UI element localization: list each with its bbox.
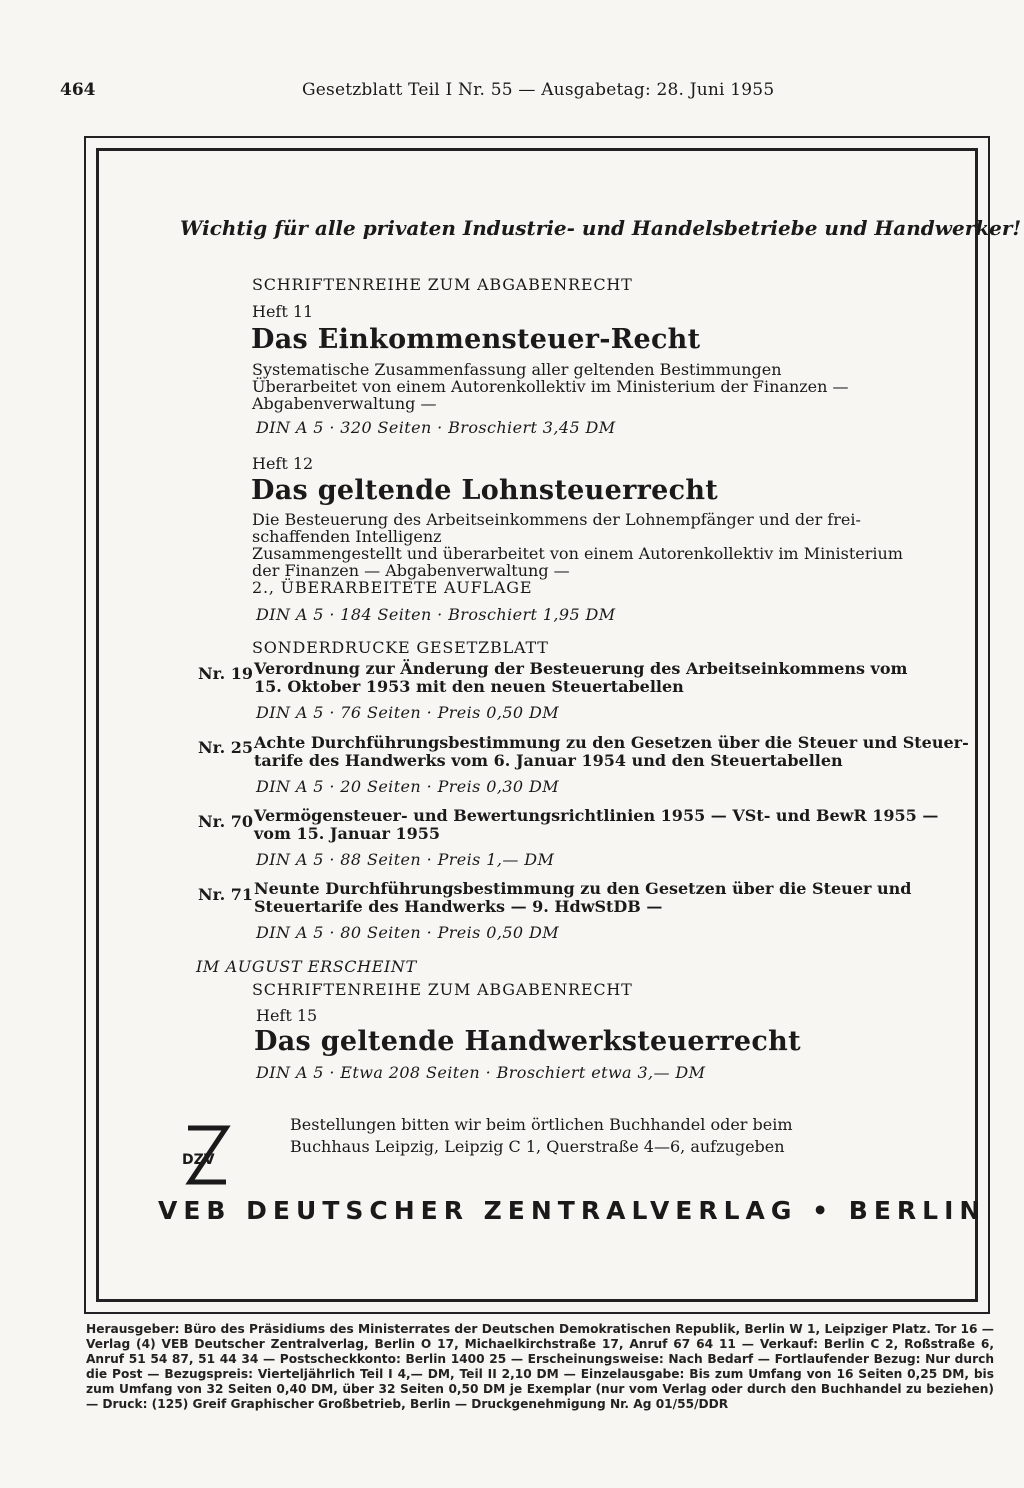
- issue-title-line: Steuertarife des Handwerks — 9. HdwStDB —: [254, 897, 663, 916]
- issue-title: [254, 734, 969, 770]
- issue-title-line: Neunte Durchführungsbestimmung zu den Gesetzen über die Steuer und: [254, 879, 912, 898]
- book-title: Das Einkommensteuer-Recht: [251, 324, 701, 355]
- desc-line: 2., ÜBERARBEITETE AUFLAGE: [252, 578, 533, 597]
- desc-line: schaffenden Intelligenz: [252, 527, 442, 546]
- desc-line: Die Besteuerung des Arbeitseinkommens der Lohnempfänger und der frei-: [252, 510, 861, 529]
- series-label: SCHRIFTENREIHE ZUM ABGABENRECHT: [252, 980, 633, 999]
- desc-line: Systematische Zusammenfassung aller geltenden Bestimmungen: [252, 360, 782, 379]
- running-title: Gesetzblatt Teil I Nr. 55 — Ausgabetag: 28. Juni 1955: [302, 80, 775, 100]
- issue-number: Nr. 19: [198, 664, 253, 683]
- issue-number: Nr. 25: [198, 738, 253, 757]
- sonderdrucke-label: SONDERDRUCKE GESETZBLATT: [252, 638, 549, 657]
- issue-title: [254, 807, 938, 843]
- book-spec: DIN A 5 · 184 Seiten · Broschiert 1,95 DM: [256, 605, 616, 624]
- book-description: [252, 511, 903, 596]
- order-line: Buchhaus Leipzig, Leipzig C 1, Querstraße 4—6, aufzugeben: [290, 1137, 785, 1156]
- book-spec: DIN A 5 · Etwa 208 Seiten · Broschiert etwa 3,— DM: [256, 1063, 706, 1082]
- book-title: Das geltende Handwerksteuerrecht: [254, 1026, 801, 1057]
- issue-number: Nr. 70: [198, 812, 253, 831]
- issue-title: [254, 660, 907, 696]
- issue-title-line: Vermögensteuer- und Bewertungsrichtlinien 1955 — VSt- und BewR 1955 —: [254, 806, 939, 825]
- issue-title-line: Achte Durchführungsbestimmung zu den Gesetzen über die Steuer und Steuer-: [254, 733, 969, 752]
- page-number: 464: [60, 80, 96, 100]
- logo-text: DZV: [182, 1152, 215, 1168]
- heft-number: Heft 15: [256, 1006, 318, 1025]
- heft-number: Heft 12: [252, 454, 314, 473]
- issue-title-line: 15. Oktober 1953 mit den neuen Steuertabellen: [254, 677, 684, 696]
- heft-number: Heft 11: [252, 302, 314, 321]
- book-description: [252, 361, 849, 412]
- publisher-name: VEB DEUTSCHER ZENTRALVERLAG • BERLIN: [158, 1196, 987, 1225]
- series-label: SCHRIFTENREIHE ZUM ABGABENRECHT: [252, 275, 633, 294]
- issue-title-line: vom 15. Januar 1955: [254, 824, 440, 843]
- issue-spec: DIN A 5 · 88 Seiten · Preis 1,— DM: [256, 850, 555, 869]
- ad-headline: Wichtig für alle privaten Industrie- und Handelsbetriebe und Handwerker!: [180, 216, 1022, 240]
- book-title: Das geltende Lohnsteuerrecht: [251, 475, 719, 506]
- issue-number: Nr. 71: [198, 885, 253, 904]
- upcoming-announce: IM AUGUST ERSCHEINT: [196, 957, 417, 976]
- issue-spec: DIN A 5 · 80 Seiten · Preis 0,50 DM: [256, 923, 559, 942]
- order-line: Bestellungen bitten wir beim örtlichen Buchhandel oder beim: [290, 1115, 793, 1134]
- issue-title: [254, 880, 911, 916]
- order-note: [290, 1114, 793, 1158]
- issue-title-line: tarife des Handwerks vom 6. Januar 1954 und den Steuertabellen: [254, 751, 843, 770]
- desc-line: der Finanzen — Abgabenverwaltung —: [252, 561, 570, 580]
- desc-line: Überarbeitet von einem Autorenkollektiv im Ministerium der Finanzen —: [252, 377, 849, 396]
- issue-spec: DIN A 5 · 76 Seiten · Preis 0,50 DM: [256, 703, 559, 722]
- imprint: Herausgeber: Büro des Präsidiums des Ministerrates der Deutschen Demokratischen Republik, Berlin W 1, Leipziger Platz. Tor 16 — Verlag (4) VEB Deutscher Zentralverlag, Berlin O 17, Michaelkirchstraße 17, Anruf 67 64 11 — Verkauf: Berlin C 2, Roßstraße 6, Anruf 51 54 87, 51 44 34 — Postscheckkonto: Berlin 1400 25 — Erscheinungsweise: Nach Bedarf — Fortlaufender Bezug: Nur durch die Post — Bezugspreis: Vierteljährlich Teil I 4,— DM, Teil II 2,10 DM — Einzelausgabe: Bis zum Umfang von 16 Seiten 0,25 DM, bis zum Umfang von 32 Seiten 0,40 DM, über 32 Seiten 0,50 DM je Exemplar (nur vom Verlag oder durch den Buchhandel zu beziehen) — Druck: (125) Greif Graphischer Großbetrieb, Berlin — Druckgenehmigung Nr. Ag 01/55/DDR: [86, 1322, 994, 1411]
- desc-line: Zusammengestellt und überarbeitet von einem Autorenkollektiv im Ministerium: [252, 544, 903, 563]
- book-spec: DIN A 5 · 320 Seiten · Broschiert 3,45 DM: [256, 418, 616, 437]
- page-header: [60, 80, 960, 104]
- issue-title-line: Verordnung zur Änderung der Besteuerung des Arbeitseinkommens vom: [254, 659, 908, 678]
- desc-line: Abgabenverwaltung —: [252, 394, 437, 413]
- publisher-logo: [180, 1124, 232, 1192]
- issue-spec: DIN A 5 · 20 Seiten · Preis 0,30 DM: [256, 777, 559, 796]
